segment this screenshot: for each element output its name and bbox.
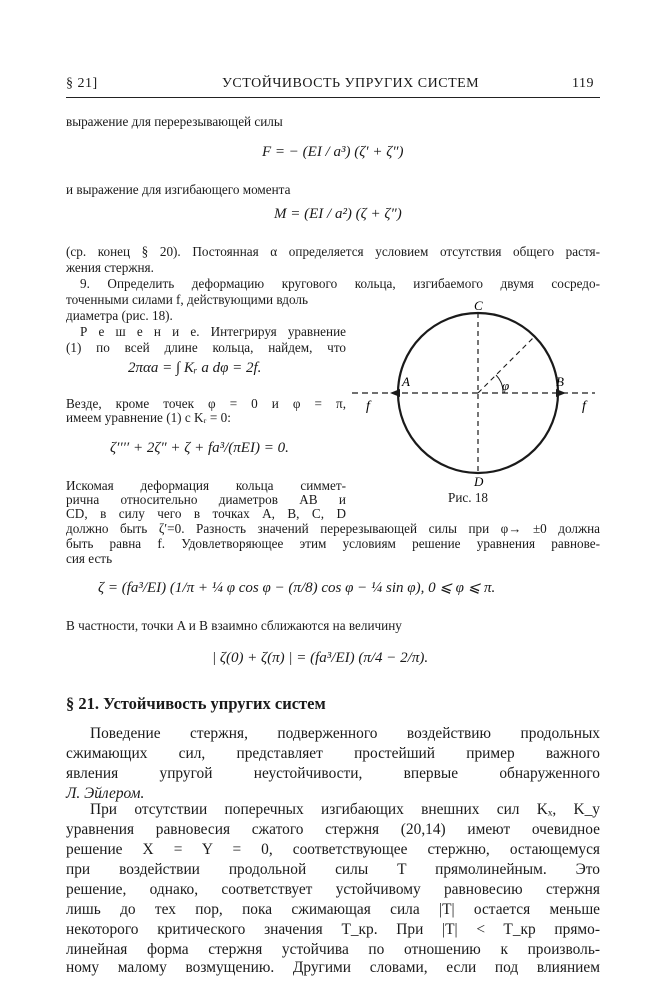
figure-caption: Рис. 18 — [448, 490, 489, 505]
formula-shear-force: F = − (EI / a³) (ζ′ + ζ″) — [262, 144, 404, 160]
label-d: D — [474, 474, 484, 489]
label-c: C — [474, 298, 483, 313]
para2-line-2: уравнения равновесия сжатого стержня (20,14) имеют очевидное — [66, 821, 600, 838]
problem-line-7: имеем уравнение (1) с Kᵣ = 0: — [66, 410, 231, 425]
para2-line-9: ному малому возмущению. Другими словами, если под влиянием — [66, 959, 600, 976]
para1-line-1: Поведение стержня, подверженного воздействию продольных — [90, 725, 600, 742]
problem-line-8: Искомая деформация кольца симмет- — [66, 478, 346, 493]
problem-line-10: CD, в силу чего в точках A, B, C, D — [66, 506, 346, 521]
para2-line-4: при воздействии продольной силы T прямолинейным. Это — [66, 861, 600, 878]
problem-line-5: (1) по всей длине кольца, найдем, что — [66, 340, 346, 355]
problem-line-11: должно быть ζ′=0. Разность значений перерезывающей силы при φ→ ±0 должна — [66, 521, 600, 536]
formula-bending-moment: M = (EI / a²) (ζ + ζ″) — [274, 206, 402, 222]
label-b: B — [556, 374, 564, 389]
problem-line-particular: В частности, точки A и B взаимно сближаются на величину — [66, 618, 402, 633]
text-note-line-1: (ср. конец § 20). Постоянная α определяется условием отсутствия общего растя- — [66, 244, 600, 259]
para1-line-2: сжимающих сил, представляет простейший пример важного — [66, 745, 600, 762]
label-f-right: f — [582, 399, 586, 414]
problem-line-13: сия есть — [66, 551, 113, 566]
text-intro-shear: выражение для перерезывающей силы — [66, 114, 283, 129]
label-a: A — [402, 374, 410, 389]
header-section-ref: § 21] — [66, 76, 98, 91]
formula-integral: 2παa = ∫ Kᵣ a dφ = 2f. — [128, 360, 262, 376]
problem-line-12: быть равна f. Удовлетворяющее этим условиям решение уравнения равнове- — [66, 536, 600, 551]
para2-line-5: решение, однако, соответствует устойчивому равновесию стержня — [66, 881, 600, 898]
problem-line-2: точенными силами f, действующими вдоль — [66, 292, 309, 307]
para2-line-1: При отсутствии поперечных изгибающих внешних сил Kₓ, K_y — [90, 801, 600, 818]
force-arrow-right — [556, 389, 566, 397]
para1-line-4: Л. Эйлером. — [66, 785, 145, 802]
problem-line-3: диаметра (рис. 18). — [66, 308, 173, 323]
para2-line-8: линейная форма стержня устойчива по отношению к произволь- — [66, 941, 600, 958]
para2-line-6: лишь до тех пор, пока сжимающая сила |T| остается меньше — [66, 901, 600, 918]
text-intro-moment: и выражение для изгибающего момента — [66, 182, 291, 197]
problem-line-1: 9. Определить деформацию кругового кольца, изгибаемого двумя сосредо- — [80, 276, 600, 291]
header-rule — [66, 97, 600, 98]
formula-approach: | ζ(0) + ζ(π) | = (fa³/EI) (π/4 − 2/π). — [212, 650, 429, 666]
formula-ode: ζ′′′′ + 2ζ″ + ζ + fa³/(πEI) = 0. — [110, 440, 289, 456]
para1-line-3: явления упругой неустойчивости, впервые обнаруженного — [66, 765, 600, 782]
text-note-line-2: жения стержня. — [66, 260, 154, 275]
para2-line-7: некоторого критического значения T_кр. При |T| < T_кр прямо- — [66, 921, 600, 938]
label-f-left: f — [366, 399, 370, 414]
problem-line-9: рична относительно диаметров AB и — [66, 492, 346, 507]
header-page-number: 119 — [572, 76, 594, 91]
section-title: § 21. Устойчивость упругих систем — [66, 694, 326, 713]
header-running-title: УСТОЙЧИВОСТЬ УПРУГИХ СИСТЕМ — [222, 76, 480, 91]
formula-solution: ζ = (fa³/EI) (1/π + ¼ φ cos φ − (π/8) cos φ − ¼ sin φ), 0 ⩽ φ ⩽ π. — [98, 580, 496, 596]
force-arrow-left — [390, 389, 400, 397]
figure-ring-diagram — [350, 298, 600, 508]
para2-line-3: решение X = Y = 0, соответствующее стержню, остающемуся — [66, 841, 600, 858]
label-phi: φ — [502, 378, 510, 393]
problem-line-6: Везде, кроме точек φ = 0 и φ = π, — [66, 396, 346, 411]
problem-solution-heading: Р е ш е н и е. Интегрируя уравнение — [80, 324, 346, 339]
